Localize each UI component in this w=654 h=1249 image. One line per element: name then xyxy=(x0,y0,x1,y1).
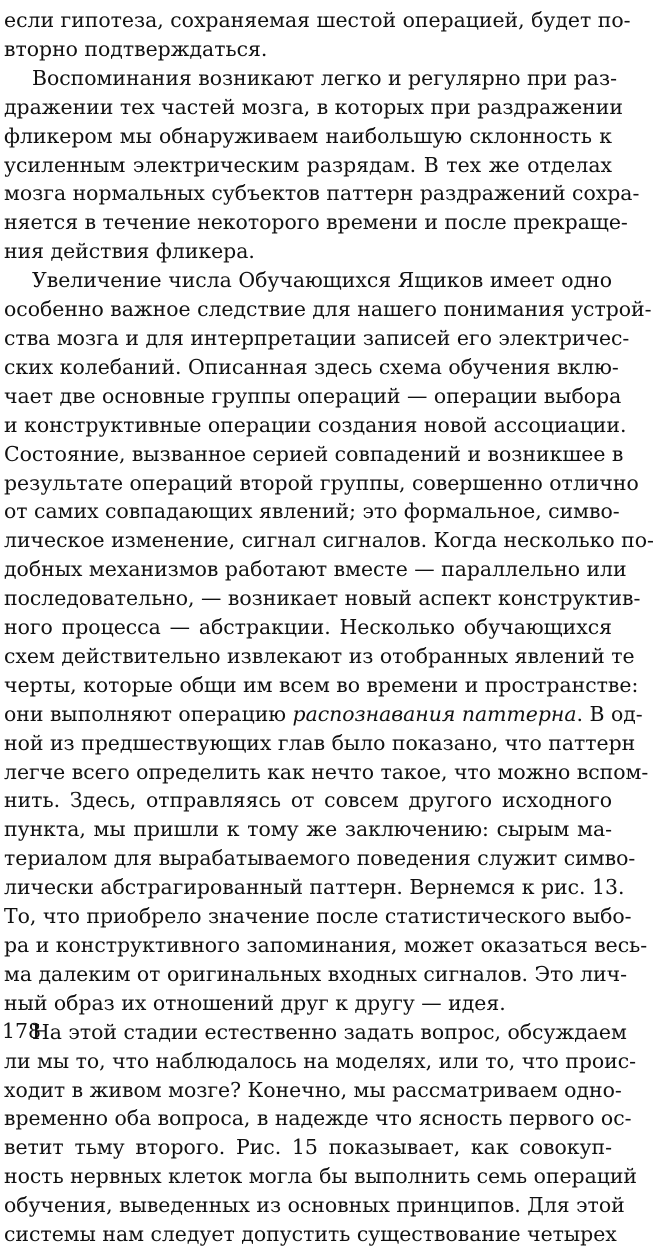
text-line: пункта, мы пришли к тому же заключению: сырым ма- xyxy=(4,817,612,842)
text-line: ства мозга и для интерпретации записей его электричес- xyxy=(4,325,630,350)
paragraph-3 xyxy=(4,266,654,1018)
text-line: Воспоминания возникают легко и регулярно при раз- xyxy=(32,65,617,90)
text-line: Увеличение числа Обучающихся Ящиков имеет одно xyxy=(32,268,612,293)
text-line: ного процесса — абстракции. Несколько обучающихся xyxy=(4,615,612,640)
page-number: 178 xyxy=(2,1019,41,1043)
text-line: временно оба вопроса, в надежде что ясность первого ос- xyxy=(4,1106,632,1131)
text-line: ра и конструктивного запоминания, может оказаться весь- xyxy=(4,933,648,957)
text-line: системы нам следует допустить существование четырех xyxy=(4,1222,617,1247)
text-line: лически абстрагированный паттерн. Вернемся к рис. 13. xyxy=(4,875,625,900)
text-line: схем действительно извлекают из отобранных явлений те xyxy=(4,643,635,668)
text-line: ма далеким от оригинальных входных сигналов. Это лич- xyxy=(4,961,628,986)
text-line: мозга нормальных субъектов паттерн раздражений сохра- xyxy=(4,181,640,206)
page-body xyxy=(4,6,654,1249)
text-line: териалом для вырабатываемого поведения служит симво- xyxy=(4,846,636,871)
italic-phrase: распознавания паттерна xyxy=(292,701,577,726)
text-line: усиленным электрическим разрядам. В тех же отделах xyxy=(4,152,612,177)
text-line: лическое изменение, сигнал сигналов. Когда несколько по- xyxy=(4,528,654,553)
text-line: черты, которые общи им всем во времени и пространстве: xyxy=(4,672,639,697)
text-line-with-italic: они выполняют операцию распознавания паттерна. В од- xyxy=(4,701,643,726)
text-line: ния действия фликера. xyxy=(4,239,255,264)
text-line: То, что приобрело значение после статистического выбо- xyxy=(4,904,632,929)
text-line: результате операций второй группы, совершенно отлично xyxy=(4,470,639,495)
text-line: последовательно, — возникает новый аспект конструктив- xyxy=(4,586,641,611)
paragraph-2 xyxy=(4,64,640,266)
text-line: фликером мы обнаруживаем наибольшую склонность к xyxy=(4,123,612,148)
paragraph-4 xyxy=(4,1018,638,1249)
text-line: ходит в живом мозге? Конечно, мы рассматриваем одно- xyxy=(4,1077,622,1102)
text-line: Состояние, вызванное серией совпадений и возникшее в xyxy=(4,441,624,466)
text-line: няется в течение некоторого времени и после прекраще- xyxy=(4,210,628,235)
text-line: от самих совпадающих явлений; это формальное, симво- xyxy=(4,499,620,524)
text-line: ли мы то, что наблюдалось на моделях, или то, что проис- xyxy=(4,1048,637,1073)
text-line: обучения, выведенных из основных принципов. Для этой xyxy=(4,1193,625,1218)
text-line: ских колебаний. Описанная здесь схема обучения вклю- xyxy=(4,354,619,379)
paragraph-1 xyxy=(4,6,631,64)
text-line: нить. Здесь, отправляясь от совсем другого исходного xyxy=(4,788,612,813)
text-line: легче всего определить как нечто такое, что можно вспом- xyxy=(4,759,649,784)
text-line: На этой стадии естественно задать вопрос, обсуждаем xyxy=(32,1019,627,1044)
text-line: ность нервных клеток могла бы выполнить семь операций xyxy=(4,1164,638,1189)
text-line: дражении тех частей мозга, в которых при раздражении xyxy=(4,94,623,119)
text-line: ный образ их отношений друг к другу — идея. xyxy=(4,990,506,1015)
text-line: ветит тьму второго. Рис. 15 показывает, как совокуп- xyxy=(4,1135,612,1160)
text-line: ной из предшествующих глав было показано, что паттерн xyxy=(4,730,636,755)
text-line: особенно важное следствие для нашего понимания устрой- xyxy=(4,297,652,322)
text-line: чает две основные группы операций — операции выбора xyxy=(4,383,622,408)
text-line: и конструктивные операции создания новой ассоциации. xyxy=(4,412,627,437)
text-line: вторно подтверждаться. xyxy=(4,36,268,61)
text-line: добных механизмов работают вместе — параллельно или xyxy=(4,557,627,582)
text-line: если гипотеза, сохраняемая шестой операцией, будет по- xyxy=(4,8,631,32)
